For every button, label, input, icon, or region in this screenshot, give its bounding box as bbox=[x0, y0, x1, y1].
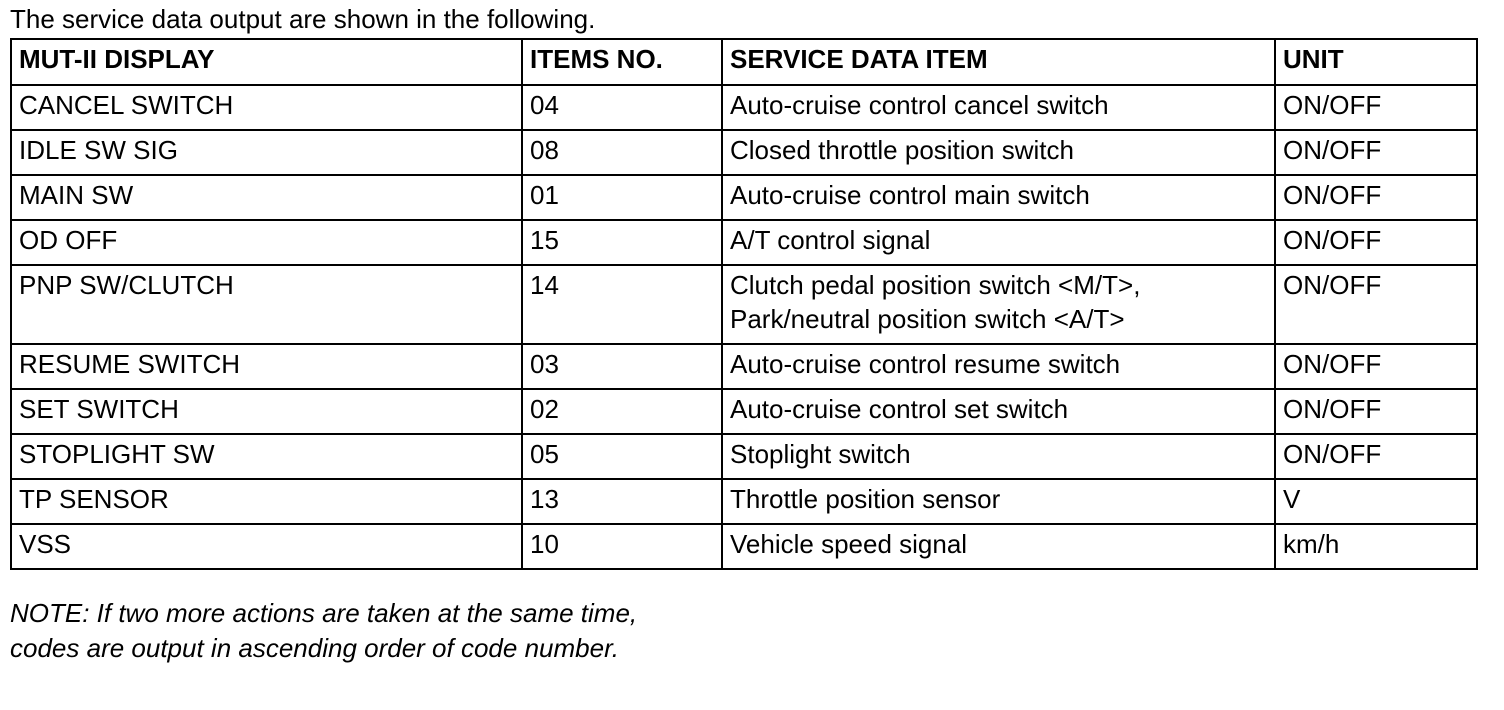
table-row bbox=[11, 265, 1477, 344]
cell-display: IDLE SW SIG bbox=[11, 130, 522, 175]
service-data-table bbox=[10, 38, 1478, 570]
table-row bbox=[11, 344, 1477, 389]
table-row bbox=[11, 389, 1477, 434]
cell-service-item: Auto-cruise control resume switch bbox=[722, 344, 1275, 389]
cell-service-item: Stoplight switch bbox=[722, 434, 1275, 479]
cell-service-item: Throttle position sensor bbox=[722, 479, 1275, 524]
cell-unit: ON/OFF bbox=[1275, 130, 1477, 175]
cell-service-item: A/T control signal bbox=[722, 220, 1275, 265]
header-items-no: ITEMS NO. bbox=[522, 39, 722, 85]
cell-display: PNP SW/CLUTCH bbox=[11, 265, 522, 344]
cell-service-item bbox=[722, 265, 1275, 344]
cell-service-item: Auto-cruise control set switch bbox=[722, 389, 1275, 434]
service-item-line: Park/neutral position switch <A/T> bbox=[730, 304, 1125, 334]
cell-display: MAIN SW bbox=[11, 175, 522, 220]
table-row bbox=[11, 524, 1477, 569]
cell-item-no: 01 bbox=[522, 175, 722, 220]
cell-unit: ON/OFF bbox=[1275, 175, 1477, 220]
cell-display: SET SWITCH bbox=[11, 389, 522, 434]
note-text: NOTE: If two more actions are taken at the same time, codes are output in ascending order of code number. bbox=[10, 598, 638, 663]
cell-display: RESUME SWITCH bbox=[11, 344, 522, 389]
cell-service-item: Auto-cruise control cancel switch bbox=[722, 85, 1275, 130]
service-item-line: Clutch pedal position switch <M/T>, bbox=[730, 270, 1141, 300]
cell-unit: ON/OFF bbox=[1275, 220, 1477, 265]
cell-item-no: 03 bbox=[522, 344, 722, 389]
header-service-data-item: SERVICE DATA ITEM bbox=[722, 39, 1275, 85]
cell-item-no: 08 bbox=[522, 130, 722, 175]
cell-item-no: 15 bbox=[522, 220, 722, 265]
cell-service-item: Closed throttle position switch bbox=[722, 130, 1275, 175]
header-mut-ii-display: MUT-II DISPLAY bbox=[11, 39, 522, 85]
cell-unit: km/h bbox=[1275, 524, 1477, 569]
cell-unit: ON/OFF bbox=[1275, 389, 1477, 434]
cell-unit: ON/OFF bbox=[1275, 344, 1477, 389]
table-row bbox=[11, 434, 1477, 479]
table-row bbox=[11, 175, 1477, 220]
cell-item-no: 13 bbox=[522, 479, 722, 524]
cell-display: TP SENSOR bbox=[11, 479, 522, 524]
intro-text: The service data output are shown in the following. bbox=[10, 4, 596, 34]
table-row bbox=[11, 130, 1477, 175]
cell-item-no: 05 bbox=[522, 434, 722, 479]
table-row bbox=[11, 479, 1477, 524]
cell-item-no: 14 bbox=[522, 265, 722, 344]
cell-display: OD OFF bbox=[11, 220, 522, 265]
cell-service-item: Vehicle speed signal bbox=[722, 524, 1275, 569]
table-header-row bbox=[11, 39, 1477, 85]
cell-display: VSS bbox=[11, 524, 522, 569]
table-row bbox=[11, 220, 1477, 265]
cell-unit: ON/OFF bbox=[1275, 434, 1477, 479]
header-unit: UNIT bbox=[1275, 39, 1477, 85]
cell-unit: V bbox=[1275, 479, 1477, 524]
cell-unit: ON/OFF bbox=[1275, 265, 1477, 344]
cell-item-no: 10 bbox=[522, 524, 722, 569]
cell-display: CANCEL SWITCH bbox=[11, 85, 522, 130]
cell-item-no: 04 bbox=[522, 85, 722, 130]
cell-unit: ON/OFF bbox=[1275, 85, 1477, 130]
cell-service-item: Auto-cruise control main switch bbox=[722, 175, 1275, 220]
cell-display: STOPLIGHT SW bbox=[11, 434, 522, 479]
table-row bbox=[11, 85, 1477, 130]
cell-item-no: 02 bbox=[522, 389, 722, 434]
